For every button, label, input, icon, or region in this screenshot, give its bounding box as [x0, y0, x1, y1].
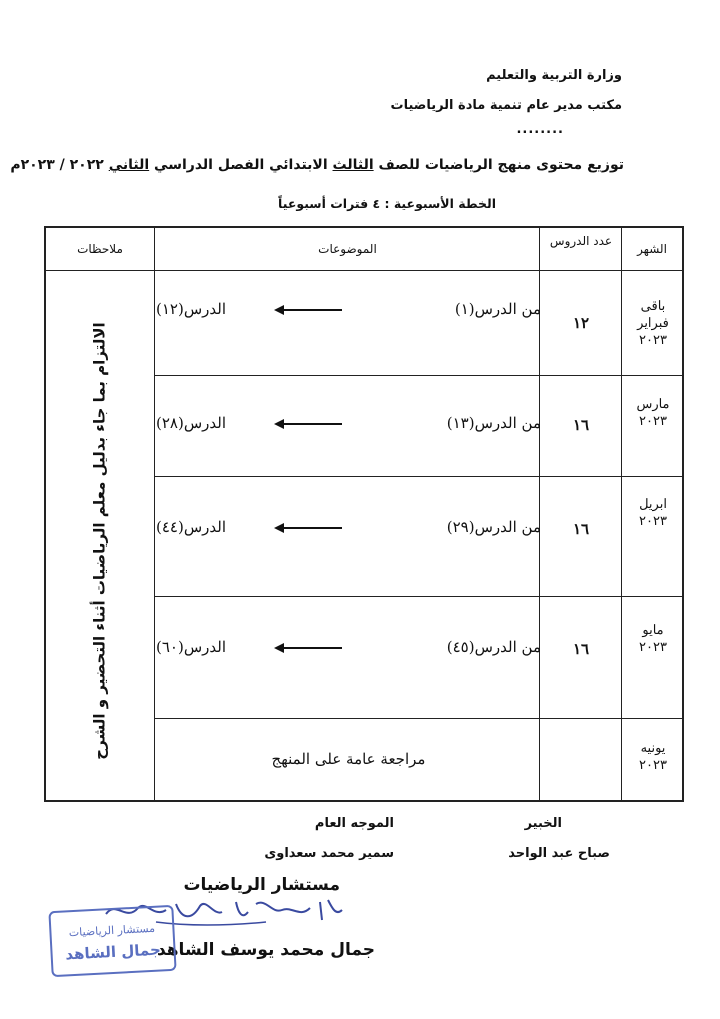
month-name: يونيه	[640, 741, 666, 756]
range-from: من الدرس(٤٥)	[446, 638, 541, 656]
month-year: ٢٠٢٣	[639, 333, 667, 348]
header-divider	[46, 270, 682, 271]
official-stamp	[48, 905, 176, 977]
range-from: من الدرس(٢٩)	[446, 518, 541, 536]
header-month: الشهر	[637, 242, 667, 256]
month-year: ٢٠٢٣	[639, 640, 667, 655]
row-divider-3	[154, 596, 682, 597]
title-part1: توزيع محتوى منهج الرياضيات للصف	[373, 157, 624, 173]
curriculum-table	[44, 226, 684, 802]
range-from: من الدرس(١٣)	[446, 414, 541, 432]
lesson-range	[156, 518, 541, 542]
month-name: ابريل	[639, 497, 667, 512]
header-count: عدد الدروس	[549, 234, 613, 248]
range-to: الدرس(٤٤)	[156, 518, 227, 536]
header-topics: الموضوعات	[318, 242, 377, 256]
range-to: الدرس(٦٠)	[156, 638, 227, 656]
lesson-range	[156, 300, 541, 324]
supervisor-name: سمير محمد سعداوى	[264, 846, 394, 861]
arrow-left-icon	[274, 303, 344, 317]
month-cell	[623, 622, 683, 656]
office-name: مكتب مدير عام تنمية مادة الرياضيات	[390, 98, 622, 113]
row-divider-2	[154, 476, 682, 477]
month-cell	[623, 298, 683, 349]
month-year: ٢٠٢٣	[639, 414, 667, 429]
arrow-left-icon	[274, 641, 344, 655]
month-name-2: فبراير	[637, 316, 669, 331]
weekly-plan: الخطة الأسبوعية : ٤ فترات أسبوعياً	[278, 196, 496, 211]
title-term: الثاني	[108, 157, 150, 173]
month-cell	[623, 396, 683, 430]
title-part2: الابتدائي الفصل الدراسي	[149, 157, 333, 173]
review-text: مراجعة عامة على المنهج	[271, 750, 426, 768]
title-grade: الثالث	[332, 157, 374, 173]
notes-cell	[50, 286, 150, 796]
supervisor-label: الموجه العام	[314, 816, 394, 831]
lesson-count: ١٢	[572, 314, 590, 332]
month-year: ٢٠٢٣	[639, 514, 667, 529]
lesson-range	[156, 414, 541, 438]
month-name: باقى	[640, 299, 666, 314]
ministry-name: وزارة التربية والتعليم	[486, 68, 622, 83]
title-part3: ٢٠٢٢ / ٢٠٢٣م	[10, 157, 109, 173]
range-to: الدرس(٢٨)	[156, 414, 227, 432]
lesson-count: ١٦	[572, 520, 590, 538]
arrow-left-icon	[274, 417, 344, 431]
month-name: مايو	[642, 623, 664, 638]
row-divider-1	[154, 375, 682, 376]
month-name: مارس	[636, 397, 670, 412]
row-divider-4	[154, 718, 682, 719]
lesson-count: ١٦	[572, 640, 590, 658]
expert-name: صباح عبد الواحد	[508, 846, 610, 861]
month-cell	[623, 740, 683, 774]
advisor-name: جمال محمد يوسف الشاهد	[156, 940, 375, 960]
lesson-count: ١٦	[572, 416, 590, 434]
range-from: من الدرس(١)	[454, 300, 541, 318]
advisor-label: مستشار الرياضيات	[183, 875, 340, 895]
notes-text: الالتزام بما جاء بدليل معلم الرياضيات أثناء التحضير و الشرح	[91, 322, 110, 760]
lesson-range	[156, 638, 541, 662]
month-year: ٢٠٢٣	[639, 758, 667, 773]
stamp-line2: جمال الشاهد	[64, 940, 162, 964]
separator-dots: ........	[516, 122, 564, 137]
stamp-line1: مستشار الرياضيات	[68, 921, 156, 940]
month-cell	[623, 496, 683, 530]
header-notes: ملاحظات	[77, 242, 123, 256]
expert-label: الخبير	[524, 816, 562, 831]
document-title	[10, 157, 624, 173]
arrow-left-icon	[274, 521, 344, 535]
col-divider-notes	[154, 228, 155, 800]
range-to: الدرس(١٢)	[156, 300, 227, 318]
